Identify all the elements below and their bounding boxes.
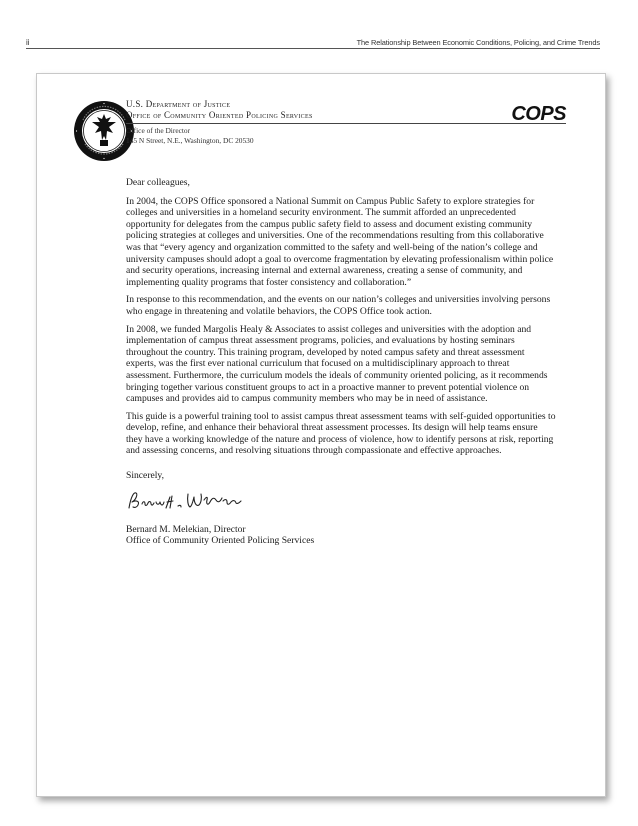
cops-logo: COPS bbox=[511, 103, 566, 125]
department-name: U.S. Department of Justice bbox=[126, 99, 231, 109]
letter-body bbox=[126, 177, 556, 547]
office-name: Office of Community Oriented Policing Services bbox=[126, 110, 313, 120]
paragraph-2: In response to this recommendation, and the events on our nation’s colleges and universities involving persons who engage in threatening and volatile behaviors, the COPS Office took action. bbox=[126, 294, 551, 317]
signature-icon bbox=[126, 488, 246, 514]
sub-office: Office of the Director bbox=[126, 126, 191, 135]
letterhead bbox=[126, 99, 566, 146]
signer-title: Office of Community Oriented Policing Services bbox=[126, 535, 315, 547]
office-address: 145 N Street, N.E., Washington, DC 20530 bbox=[126, 136, 254, 145]
signer-name: Bernard M. Melekian, Director bbox=[126, 523, 246, 535]
header-rule bbox=[26, 48, 600, 49]
salutation: Dear colleagues, bbox=[126, 177, 190, 188]
running-title: The Relationship Between Economic Conditions, Policing, and Crime Trends bbox=[356, 38, 600, 47]
page-number: ii bbox=[26, 38, 30, 47]
paragraph-4: This guide is a powerful training tool to assist campus threat assessment teams with self-guided opportunities to develop, refine, and enhance their behavioral threat assessment processes. Its design will help teams ensure they have a working knowledge of the nature and process of violence, how to identify persons at risk, reporting and assessing concerns, and resolving situations through compassionate and effective approaches. bbox=[126, 410, 556, 457]
paragraph-3: In 2008, we funded Margolis Healy & Associates to assist colleges and universities with the adoption and implementation of campus threat assessment programs, policies, and evaluations by hosting seminars throughout the country. This training program, developed by noted campus safety and threat assessment experts, was the first ever national curriculum that focused on a multidisciplinary approach to threat assessment. Furthermore, the curriculum models the ideals of community oriented policing, as it recommends bringing together various constituent groups to act in a proactive manner to prevent potential violence on campuses and provides aid to campus community members who may be in need of assistance. bbox=[126, 323, 548, 405]
letterhead-rule bbox=[126, 123, 566, 124]
closing: Sincerely, bbox=[126, 470, 165, 482]
paragraph-1: In 2004, the COPS Office sponsored a National Summit on Campus Public Safety to explore strategies for colleges and universities in a homeland security environment. The summit afforded an unprecedented opportunity for delegates from the campus public safety field to assess and document existing community policing strategies at colleges and universities. One of the recommendations resulting from this collaborative was that “every agency and organization committed to the safety and well-being of the nation’s college and university campuses should adopt a goal to overcome fragmentation by elevating professionalism within police and security operations, increasing internal and external awareness, creating a sense of community, and implementing quality programs that foster consistency and collaboration.” bbox=[126, 195, 554, 288]
letter-page bbox=[36, 73, 606, 797]
